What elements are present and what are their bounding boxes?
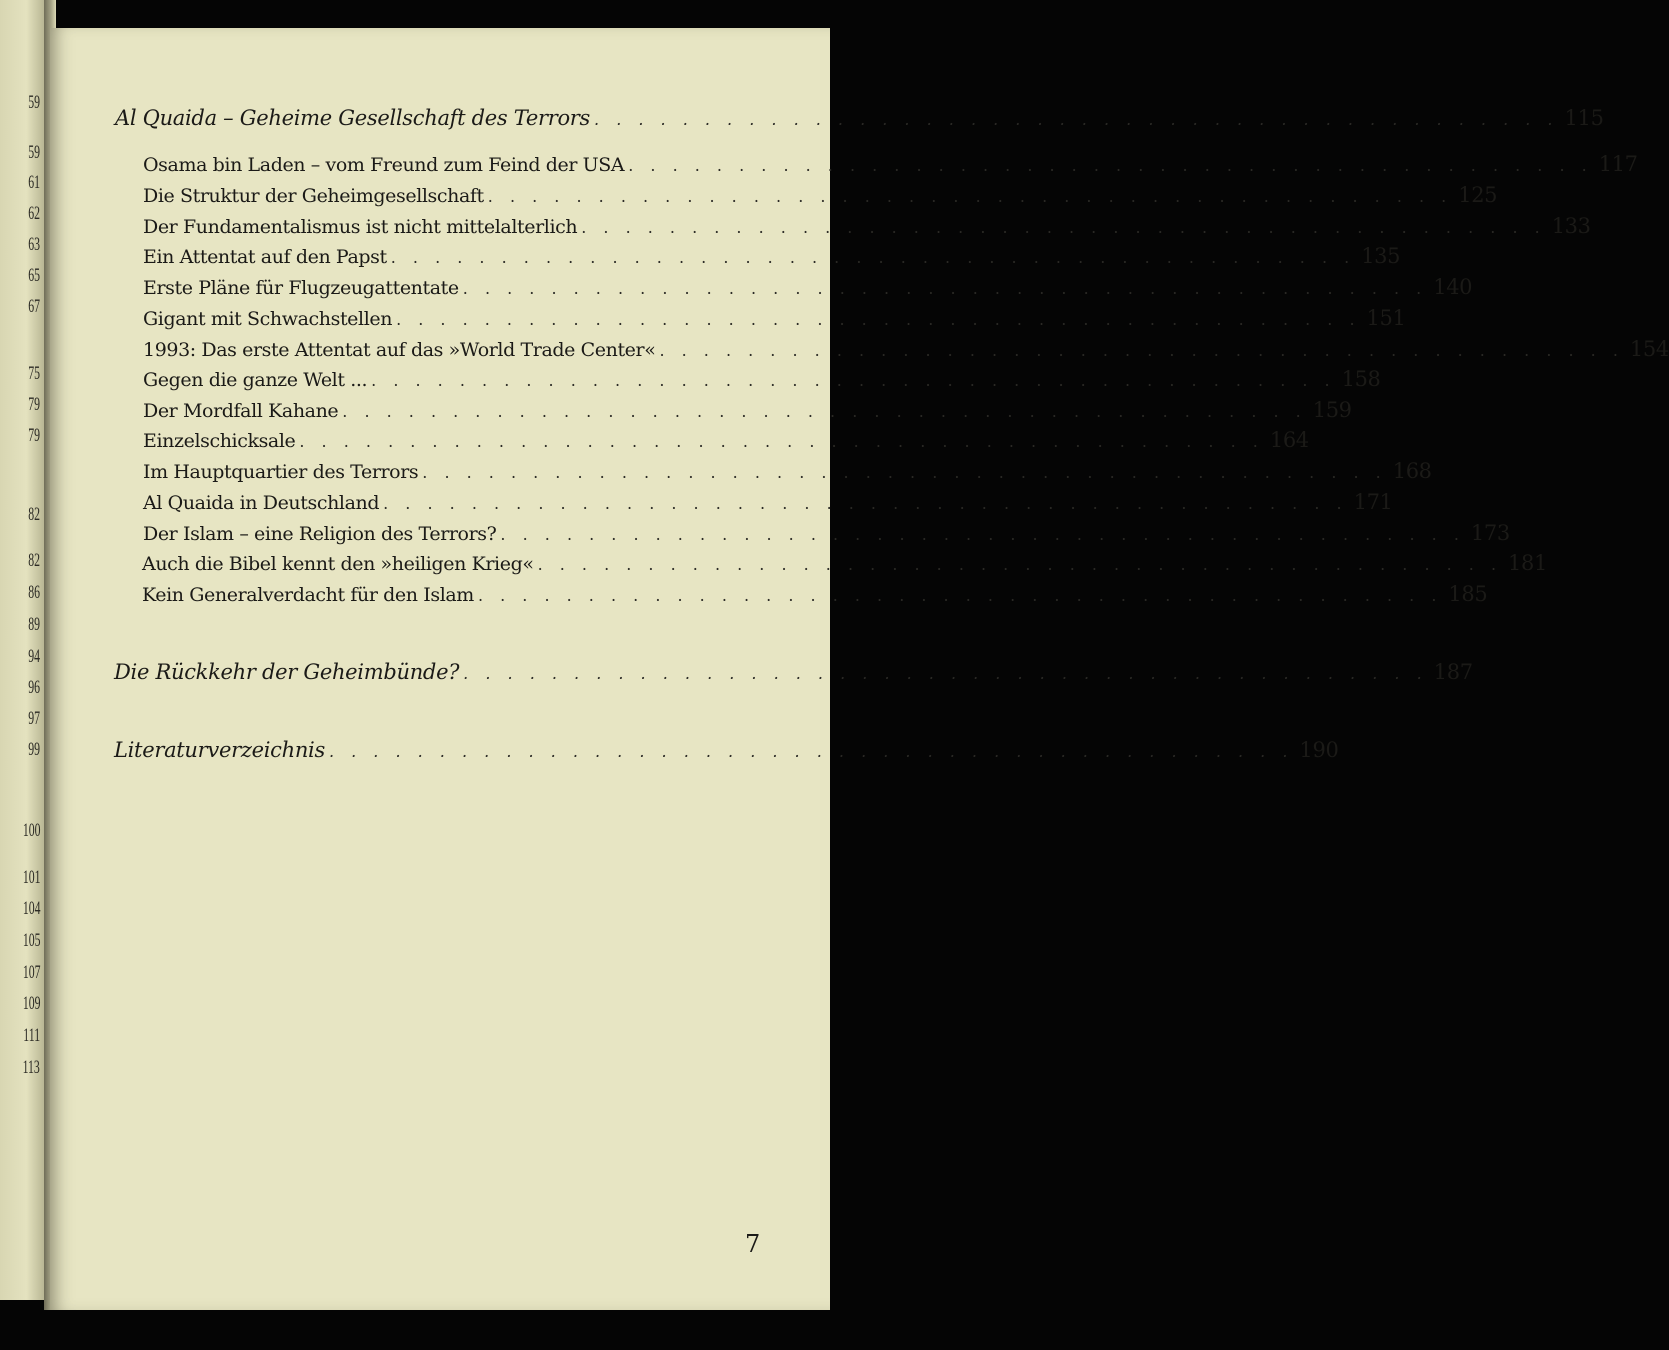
toc-section — [143, 306, 1406, 330]
toc-section — [143, 244, 1401, 268]
left-page-number: 109 — [22, 993, 40, 1014]
contents-page — [50, 28, 1669, 1310]
toc-page-number: 117 — [1598, 152, 1638, 176]
toc-chapter-title: Literaturverzeichnis — [114, 738, 325, 762]
toc-leader-dots: . . . . . . . . . . . . . . . . . . . . . . . . . . . . . . . . . . . . . . . . . . . . — [462, 279, 1428, 298]
toc-leader-dots: . . . . . . . . . . . . . . . . . . . . . . . . . . . . . . . . . . . . . . . . . . . . — [342, 402, 1307, 421]
toc-section-title: Osama bin Laden – vom Freund zum Feind der USA — [143, 154, 625, 176]
left-page-number: 79 — [28, 425, 40, 446]
left-page-number: 61 — [28, 172, 40, 193]
toc-section-title: Der Fundamentalismus ist nicht mittelalterlich — [143, 216, 578, 238]
toc-page-number: 168 — [1392, 459, 1432, 483]
left-page-number: 63 — [28, 234, 40, 255]
toc-section — [143, 337, 1669, 361]
left-page-edge — [0, 0, 44, 1300]
toc-chapter — [114, 738, 1339, 762]
toc-leader-dots: . . . . . . . . . . . . . . . . . . . . . . . . . . . . . . . . . . . . . . . . . . . . — [383, 494, 1348, 513]
left-page-number: 105 — [22, 930, 40, 951]
toc-leader-dots: . . . . . . . . . . . . . . . . . . . . . . . . . . . . . . . . . . . . . . . . . . . . — [396, 310, 1361, 329]
toc-chapter — [115, 106, 1604, 130]
toc-chapter-title: Die Rückkehr der Geheimbünde? — [114, 660, 460, 684]
toc-section-title: Gegen die ganze Welt ... — [143, 369, 368, 391]
toc-page-number: 151 — [1366, 306, 1406, 330]
toc-section — [143, 521, 1510, 545]
toc-page-number: 181 — [1508, 551, 1547, 575]
toc-section — [143, 428, 1309, 452]
left-page-number: 65 — [28, 265, 40, 286]
toc-leader-dots: . . . . . . . . . . . . . . . . . . . . . . . . . . . . . . . . . . . . . . . . . . . . — [659, 341, 1624, 360]
toc-section — [143, 367, 1381, 391]
left-page-number: 82 — [28, 550, 40, 571]
toc-section — [143, 152, 1638, 176]
left-page-number: 67 — [28, 296, 40, 317]
toc-section-title: Gigant mit Schwachstellen — [143, 308, 393, 330]
toc-section-title: Erste Pläne für Flugzeugattentate — [143, 277, 459, 299]
toc-section — [143, 183, 1498, 207]
toc-leader-dots: . . . . . . . . . . . . . . . . . . . . . . . . . . . . . . . . . . . . . . . . . . . . — [537, 555, 1503, 574]
toc-leader-dots: . . . . . . . . . . . . . . . . . . . . . . . . . . . . . . . . . . . . . . . . . . . . — [463, 664, 1428, 683]
left-page-number: 82 — [28, 504, 40, 525]
toc-section-title: Die Struktur der Geheimgesellschaft — [143, 185, 484, 207]
toc-leader-dots: . . . . . . . . . . . . . . . . . . . . . . . . . . . . . . . . . . . . . . . . . . . . — [299, 432, 1264, 451]
toc-section-title: Einzelschicksale — [143, 430, 296, 452]
toc-leader-dots: . . . . . . . . . . . . . . . . . . . . . . . . . . . . . . . . . . . . . . . . . . . . — [328, 742, 1294, 761]
toc-section — [143, 275, 1473, 299]
left-page-number: 59 — [28, 92, 40, 113]
toc-page-number: 135 — [1361, 244, 1401, 268]
toc-leader-dots: . . . . . . . . . . . . . . . . . . . . . . . . . . . . . . . . . . . . . . . . . . . . — [422, 463, 1387, 482]
left-page-number: 62 — [28, 203, 40, 224]
toc-section-title: Al Quaida in Deutschland — [143, 492, 380, 514]
toc-chapter-title: Al Quaida – Geheime Gesellschaft des Terrors — [115, 106, 591, 130]
toc-section-title: Ein Attentat auf den Papst — [143, 246, 387, 268]
toc-section-title: Der Islam – eine Religion des Terrors? — [143, 523, 497, 545]
toc-leader-dots: . . . . . . . . . . . . . . . . . . . . . . . . . . . . . . . . . . . . . . . . . . . . — [581, 218, 1546, 237]
left-page-number: 94 — [28, 646, 40, 667]
toc-page-number: 173 — [1470, 521, 1510, 545]
toc-page-number: 125 — [1458, 183, 1498, 207]
left-page-number: 107 — [22, 962, 40, 983]
toc-section — [143, 214, 1591, 238]
toc-leader-dots: . . . . . . . . . . . . . . . . . . . . . . . . . . . . . . . . . . . . . . . . . . . . — [628, 156, 1593, 175]
left-page-number: 79 — [28, 394, 40, 415]
toc-page-number: 133 — [1551, 214, 1591, 238]
toc-page-number: 187 — [1433, 660, 1473, 684]
toc-section-title: Im Hauptquartier des Terrors — [143, 461, 419, 483]
toc-page-number: 185 — [1448, 582, 1488, 606]
left-page-number: 89 — [28, 614, 40, 635]
toc-section — [143, 490, 1393, 514]
left-page-number: 99 — [28, 739, 40, 760]
toc-section-title: Der Mordfall Kahane — [143, 400, 339, 422]
toc-page-number: 164 — [1269, 428, 1309, 452]
left-page-number: 113 — [22, 1057, 40, 1078]
toc-page-number: 190 — [1299, 738, 1339, 762]
left-page-number: 104 — [22, 898, 40, 919]
toc-leader-dots: . . . . . . . . . . . . . . . . . . . . . . . . . . . . . . . . . . . . . . . . . . . . — [594, 110, 1559, 129]
toc-page-number: 158 — [1341, 367, 1381, 391]
toc-page-number: 140 — [1433, 275, 1473, 299]
toc-section-title: Kein Generalverdacht für den Islam — [142, 584, 474, 606]
left-page-number: 59 — [28, 142, 40, 163]
left-page-number: 96 — [28, 677, 40, 698]
toc-section — [143, 459, 1432, 483]
toc-section-title: 1993: Das erste Attentat auf das »World Trade Center« — [143, 339, 656, 361]
toc-page-number: 159 — [1312, 398, 1352, 422]
toc-section — [143, 398, 1352, 422]
toc-page-number: 154 — [1629, 337, 1669, 361]
left-page-number: 101 — [22, 867, 40, 888]
toc-leader-dots: . . . . . . . . . . . . . . . . . . . . . . . . . . . . . . . . . . . . . . . . . . . . — [390, 248, 1356, 267]
toc-chapter — [114, 660, 1473, 684]
left-page-number: 86 — [28, 582, 40, 603]
toc-leader-dots: . . . . . . . . . . . . . . . . . . . . . . . . . . . . . . . . . . . . . . . . . . . . — [500, 525, 1465, 544]
left-page-number: 100 — [22, 820, 40, 841]
toc-page-number: 171 — [1353, 490, 1393, 514]
toc-section-title: Auch die Bibel kennt den »heiligen Krieg« — [142, 553, 534, 575]
toc-page-number: 115 — [1564, 106, 1604, 130]
toc-section — [142, 582, 1488, 606]
left-page-number: 111 — [23, 1025, 40, 1046]
toc-section — [142, 551, 1547, 575]
page-folio: 7 — [745, 1230, 761, 1258]
toc-leader-dots: . . . . . . . . . . . . . . . . . . . . . . . . . . . . . . . . . . . . . . . . . . . . — [477, 586, 1443, 605]
left-page-number: 97 — [28, 708, 40, 729]
toc-leader-dots: . . . . . . . . . . . . . . . . . . . . . . . . . . . . . . . . . . . . . . . . . . . . — [487, 187, 1453, 206]
toc-leader-dots: . . . . . . . . . . . . . . . . . . . . . . . . . . . . . . . . . . . . . . . . . . . . — [371, 371, 1336, 390]
left-page-number: 75 — [28, 363, 40, 384]
